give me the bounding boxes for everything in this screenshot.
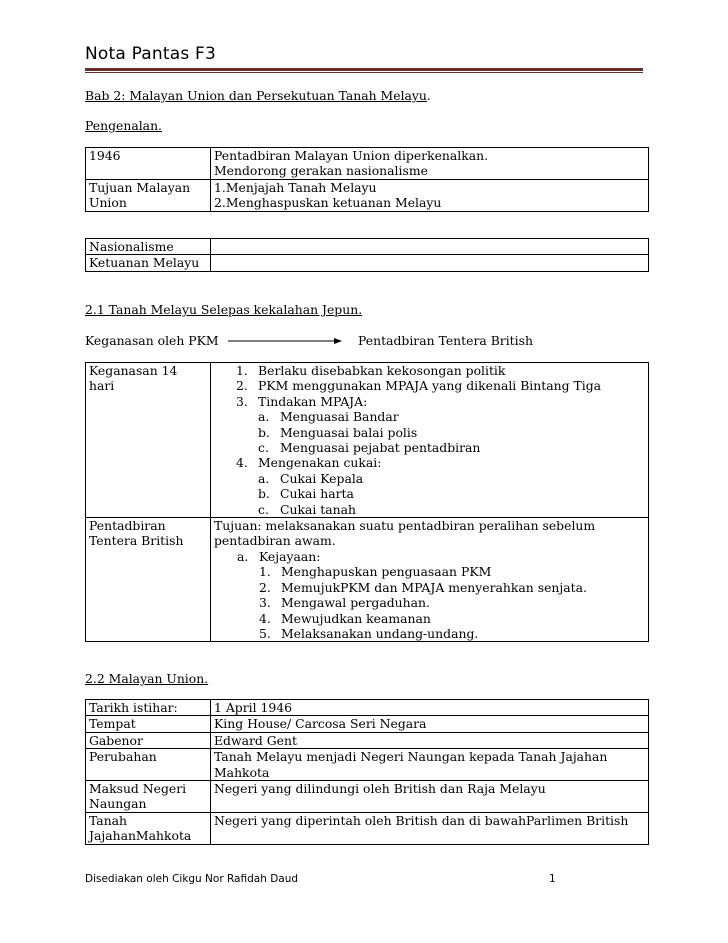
header-rule-thin xyxy=(85,72,643,73)
list-item: a. Menguasai Bandar xyxy=(258,409,399,425)
list-item: 3. Mengawal pergaduhan. xyxy=(259,595,430,611)
cell-text: Perubahan xyxy=(89,749,157,765)
section-2-1-heading: 2.1 Tanah Melayu Selepas kekalahan Jepun. xyxy=(85,302,363,317)
table-cell xyxy=(211,179,649,211)
cell-text: Tanah xyxy=(89,812,128,828)
cell-text: pentadbiran awam. xyxy=(214,533,336,549)
table-cell xyxy=(211,518,649,642)
list-item: 5. Melaksanakan undang-undang. xyxy=(259,625,479,641)
table-row xyxy=(86,179,649,211)
table-row xyxy=(86,148,649,180)
cell-text: 1 April 1946 xyxy=(214,700,293,715)
table-cell xyxy=(86,812,211,844)
table-row xyxy=(86,716,649,732)
cell-text: Gabenor xyxy=(89,732,143,748)
cell-text: Maksud Negeri xyxy=(89,781,187,797)
table-cell xyxy=(211,781,649,813)
cell-text: Tujuan Malayan xyxy=(89,179,191,195)
chapter-title xyxy=(85,88,431,103)
table-cell xyxy=(211,716,649,732)
table-cell xyxy=(211,812,649,844)
list-item: a. Cukai Kepala xyxy=(258,470,364,486)
table-cell xyxy=(86,781,211,813)
table-cell xyxy=(86,179,211,211)
list-item: b. Cukai harta xyxy=(258,486,354,502)
table-row xyxy=(86,732,649,748)
list-item: c. Menguasai pejabat pentadbiran xyxy=(258,440,481,456)
table-cell xyxy=(86,732,211,748)
table-cell xyxy=(211,700,649,716)
table-cell xyxy=(86,518,211,642)
table-cell xyxy=(211,732,649,748)
cell-text: 1946 xyxy=(89,148,121,163)
intro-table xyxy=(85,147,649,212)
arrow-right-icon xyxy=(228,336,342,346)
cell-text: Nasionalisme xyxy=(89,239,174,254)
table-cell xyxy=(211,255,649,271)
cell-text: Tentera British xyxy=(89,533,184,549)
definition-table xyxy=(85,238,649,272)
cell-text: Tanah Melayu menjadi Negeri Naungan kepada Tanah Jajahan xyxy=(214,749,608,765)
table-row xyxy=(86,363,649,518)
list-item: b. Menguasai balai polis xyxy=(258,424,418,440)
footer-author: Disediakan oleh Cikgu Nor Rafidah Daud xyxy=(85,873,299,885)
cell-text: Naungan xyxy=(89,796,147,812)
post-war-table xyxy=(85,362,649,642)
cell-text: JajahanMahkota xyxy=(89,828,192,844)
list-item: a. Kejayaan: xyxy=(237,548,321,564)
table-cell xyxy=(211,239,649,255)
cell-text: hari xyxy=(89,378,115,394)
table-row xyxy=(86,781,649,813)
cell-text: Edward Gent xyxy=(214,732,297,748)
table-cell xyxy=(86,749,211,781)
flow-right-label: Pentadbiran Tentera British xyxy=(358,333,533,348)
table-cell xyxy=(211,148,649,180)
chapter-title-period: . xyxy=(426,88,431,103)
cell-text: Negeri yang dilindungi oleh British dan Raja Melayu xyxy=(214,781,546,797)
cell-text: Tempat xyxy=(89,716,136,732)
cell-text: 2.Menghaspuskan ketuanan Melayu xyxy=(214,195,442,211)
table-cell xyxy=(211,749,649,781)
list-item: 2. PKM menggunakan MPAJA yang dikenali Bintang Tiga xyxy=(236,378,602,394)
page-number: 1 xyxy=(549,873,556,885)
table-cell xyxy=(86,700,211,716)
section-2-2-heading: 2.2 Malayan Union. xyxy=(85,671,209,686)
cell-text: Union xyxy=(89,195,127,211)
intro-heading: Pengenalan. xyxy=(85,118,162,133)
list-item: 4. Mewujudkan keamanan xyxy=(259,610,431,626)
cell-text: Pentadbiran Malayan Union diperkenalkan. xyxy=(214,148,489,163)
malayan-union-table xyxy=(85,699,649,845)
cell-text: Mahkota xyxy=(214,764,270,780)
page-header-title: Nota Pantas F3 xyxy=(85,44,217,64)
cell-text: Pentadbiran xyxy=(89,518,166,534)
table-row xyxy=(86,518,649,642)
chapter-title-text: Bab 2: Malayan Union dan Persekutuan Tanah Melayu xyxy=(85,88,427,103)
list-item: c. Cukai tanah xyxy=(258,501,356,517)
table-row xyxy=(86,255,649,271)
cell-text: Negeri yang diperintah oleh British dan di bawahParlimen British xyxy=(214,812,629,828)
cell-text: Keganasan 14 xyxy=(89,363,178,378)
table-cell xyxy=(86,148,211,180)
table-cell xyxy=(86,239,211,255)
table-row xyxy=(86,749,649,781)
cell-text: Tujuan: melaksanakan suatu pentadbiran peralihan sebelum xyxy=(214,518,596,534)
table-cell xyxy=(86,716,211,732)
cell-text: Mendorong gerakan nasionalisme xyxy=(214,163,428,179)
list-item: 1. Berlaku disebabkan kekosongan politik xyxy=(236,363,506,378)
list-item: 3. Tindakan MPAJA: xyxy=(236,393,368,409)
cell-text: 1.Menjajah Tanah Melayu xyxy=(214,179,377,195)
header-rule xyxy=(85,68,643,71)
table-row xyxy=(86,239,649,255)
flow-left-label: Keganasan oleh PKM xyxy=(85,333,219,348)
table-row xyxy=(86,812,649,844)
table-cell xyxy=(211,363,649,518)
list-item: 4. Mengenakan cukai: xyxy=(236,455,382,471)
table-cell xyxy=(86,255,211,271)
cell-text: Tarikh istihar: xyxy=(89,700,178,715)
cell-text: Ketuanan Melayu xyxy=(89,255,200,271)
table-cell xyxy=(86,363,211,518)
table-row xyxy=(86,700,649,716)
list-item: 1. Menghapuskan penguasaan PKM xyxy=(259,564,492,580)
cell-text: King House/ Carcosa Seri Negara xyxy=(214,716,427,732)
list-item: 2. MemujukPKM dan MPAJA menyerahkan senjata. xyxy=(259,579,587,595)
